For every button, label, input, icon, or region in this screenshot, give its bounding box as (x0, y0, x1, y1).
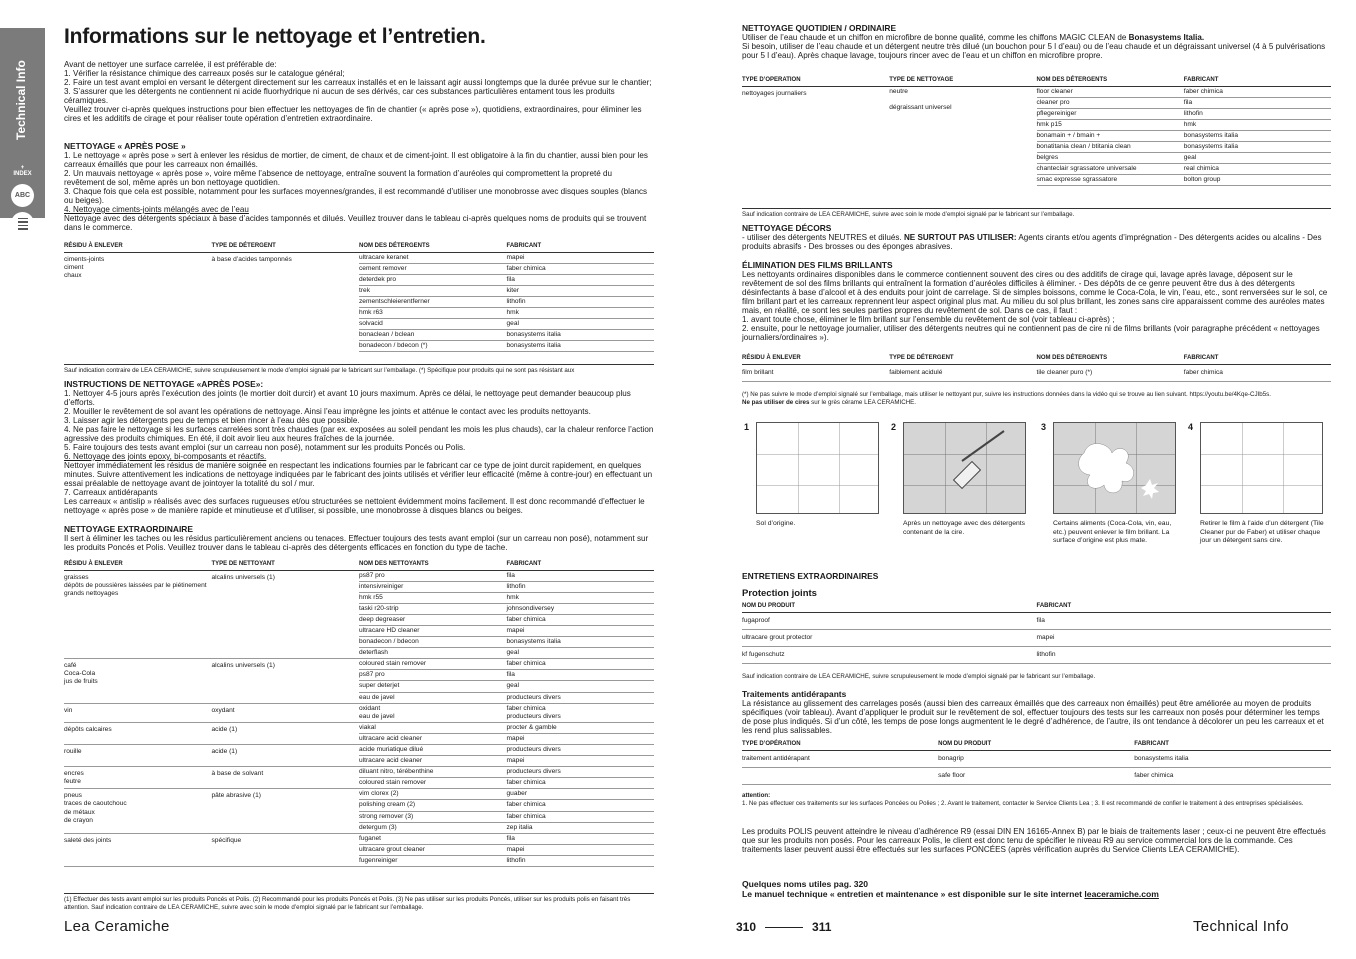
attention-note: attention: 1. Ne pas effectuer ces traitements sur les surfaces Poncées ou Polies ; 2. Avant le traitement, contacter le Service Clients Lea ; 3. Il est recommandé de confier le traitement à des entreprises spécialisées. (742, 792, 1304, 807)
table-row: taski r20-strip johnsondiversey (64, 603, 654, 614)
table-row: graisses dépôts de poussières laissées par le piétinement grands nettoyages alcalins universels (1) ps87 pro fila (64, 570, 654, 581)
extraordinaire-table: RÉSIDU À ENLEVER TYPE DE NETTOYANT NOM DES NETTOYANTS FABRICANT graisses dépôts de poussières laissées par le piétinement grands nettoyages alcalins universels (1) ps87 pro fila intensivreiniger lithofin hmk r55 hmk taski r20-strip johnsondiversey deep degreaser faber chimica ultracare HD cleaner mapei bonadecon / bdecon bonasystems italia deterflash geal café Coca-Cola jus de fruits alcalins universels (1) coloured stain remover faber chimica ps87 pro fila super deterjet geal eau de javel producteurs divers vin oxydant oxidant eau de javel faber chimica producteurs divers dépôts calcaires acide (1) viakal procter & gamble ultracare acid cleaner mapei rouille acide (1) acide muriatique dilué producteurs divers ultracare acid cleaner mapei encres feutre à base de solvant diluant nitro, térébenthine producteurs divers coloured stain remover faber chimica pneus traces de caoutchouc de métaux de crayon pâte abrasive (1) vim clorex (2) guaber polishing cream (2) faber chimica strong remover (3) faber chimica detergum (3) zep italia saleté des joints spécifique fuganet fila ultracare grout cleaner mapei fugenreiniger lithofin (64, 556, 654, 867)
table-row: vin oxydant oxidant eau de javel faber chimica producteurs divers (64, 703, 654, 722)
table-row: saleté des joints spécifique fuganet fila (64, 833, 654, 844)
table1-note: Sauf indication contraire de LEA CERAMICHE, suivre scrupuleusement le mode d’emploi signalé par le fabricant sur l’emballage. (*) Spécifique pour produits qui ne sont pas résistant aux (64, 364, 654, 375)
protection-joints-table: NOM DU PRODUIT FABRICANT fugaproof fila ultracare grout protector mapei kf fugenschutz lithofin (742, 598, 1331, 664)
table-row: eau de javel producteurs divers (64, 692, 654, 703)
website-link[interactable]: leaceramiche.com (1084, 889, 1159, 899)
table2-note: (1) Effectuer des tests avant emploi sur les produits Poncés et Polis. (2) Recommandé pour les produits Poncés et Polis. (3) Ne pas utiliser sur les produits Poncés, utiliser sur les produits polis en faisant très attention. Sauf indication contraire de LEA CERAMICHE, suivre avec soin le mode d’emploi signalé par le fabricant sur l’emballage. (64, 893, 654, 912)
quotidien-section: NETTOYAGE QUOTIDIEN / ORDINAIRE Utiliser de l’eau chaude et un chiffon en microfibre de bonne qualité, comme les chiffons MAGIC CLEAN de Bonasystems Italia. Si besoin, utiliser de l’eau chaude et un détergent neutre très dilué (un bouchon pour 5 l d’eau) ou de l’eau chaude et un dégraissant universel (4 à 5 pulvérisations pour 5 l d’eau). Après chaque lavage, toujours rincer avec de l’eau et un chiffon en microfibre propre. (742, 23, 1326, 60)
table-row: bonadecon / bdecon bonasystems italia (64, 637, 654, 648)
table-row: polishing cream (2) faber chimica (64, 800, 654, 811)
decors-section: NETTOYAGE DÉCORS - utiliser des détergents NEUTRES et dilués. NE SURTOUT PAS UTILISER: Agents cirants et/ou agents d’imprégnation - Des détergents acides ou alcalins - Des produits abrasifs - Des brosses ou des éponges abrasives. (742, 223, 1322, 251)
films-table: RÉSIDU À ENLEVER TYPE DE DÉTERGENT NOM DES DÉTERGENTS FABRICANT film brillant faiblement acidulé tile cleaner puro (*) faber chimica (742, 350, 1331, 382)
table-row: dépôts calcaires acide (1) viakal procter & gamble (64, 722, 654, 733)
table-row: pneus traces de caoutchouc de métaux de crayon pâte abrasive (1) vim clorex (2) guaber (64, 789, 654, 800)
table-row: coloured stain remover faber chimica (64, 778, 654, 789)
page-numbers (736, 920, 831, 934)
index-label[interactable]: + INDEX (13, 165, 32, 177)
table4-note: (*) Ne pas suivre le mode d’emploi signalé sur l’emballage, mais utiliser le nettoyant pur, suivre les instructions données dans la vidéo qui se trouve au lien suivant. https://youtu.be/4Kqe-CJIb5s. Ne pas utiliser de cires sur le grès cérame LEA CERAMICHE. (742, 391, 1271, 406)
abc-index-button[interactable]: ABC (11, 184, 34, 207)
films-section: ÉLIMINATION DES FILMS BRILLANTS Les nettoyants ordinaires disponibles dans le commerce contiennent souvent des cires ou des additifs de cirage qui, lavage après lavage, déposent sur le revêtement de sol des films brillants qui entraînent la formation d’auréoles difficiles à éliminer. - Des dépôts de ce genre peuvent être dus à des détergents désinfectants à base d’alcool et à des enduits pour joint de carrelage. Si de simples boissons, comme le Coca-Cola, le vin, l’eau, etc., sont renversées sur le sol, ce film brillant part et les carreaux reprennent leur aspect original plus mat. Au milieu du sol plus brillant, les zones sans cire apparaissent comme des auréoles mates mais, en réalité, ce sont les seules parties propres du revêtement de sol. Dans ce cas, il faut : 1. avant toute chose, éliminer le film brillant sur l’ensemble du revêtement de sol (voir tableau ci-après) ; 2. ensuite, pour le nettoyage journalier, utiliser des détergents neutres qui ne contiennent pas de cire ni de films brillants (voir paragraphe précédent « nettoyages journaliers/ordinaires »). (742, 260, 1328, 342)
instructions-section: INSTRUCTIONS DE NETTOYAGE «APRÈS POSE»: 1. Nettoyer 4-5 jours après l’exécution des joints (le mortier doit durcir) et avant 10 jours maximum. Après ce délai, le nettoyage peut demander beaucoup plus d’efforts. 2. Mouiller le revêtement de sol avant les opérations de nettoyage. Ainsi l’eau imprègne les joints et atténue le contact avec les produits nettoyants. 3. Laisser agir les détergents peu de temps et bien rincer à l’eau dès que possible. 4. Ne pas faire le nettoyage si les surfaces carrelées sont très chaudes (par ex. exposées au soleil pendant les mois les plus chauds), car la chaleur renforce l’action agressive des produits chimiques. En été, il doit avoir lieu aux heures fraîches de la journée. 5. Faire toujours des tests avant emploi (sur un carreau non posé), notamment sur les produits Poncés ou Polis. 6. Nettoyage des joints epoxy, bi-composants et réactifs. Nettoyer immédiatement les résidus de manière soignée en respectant les indications fournies par le fabricant car ce type de joint durcit rapidement, en quelques minutes. Suivre attentivement les indications de nettoyage indiquées par le fabricant des joints utilisés et vérifier leur efficacité (même à contre-jour) en effectuant un essai préalable de nettoyage avant de jointoyer la totalité du sol / mur. 7. Carreaux antidérapants Les carreaux « antislip » réalisés avec des surfaces rugueuses et/ou structurées se nettoient évidemment moins facilement. Il est donc recommandé d’effectuer le nettoyage « après pose » de manière rapide et minutieuse et d’utiliser, si possible, une monobrosse à disques blancs ou beiges. (64, 379, 654, 515)
table-row: super deterjet geal (64, 681, 654, 692)
footer-brand: Lea Ceramiche (64, 918, 170, 935)
useful-links: Quelques noms utiles pag. 320 Le manuel technique « entretien et maintenance » est disponible sur le site internet leaceramiche.com (742, 879, 1159, 899)
table-row: encres feutre à base de solvant diluant nitro, térébenthine producteurs divers (64, 767, 654, 778)
side-tab-title: Technical Info (14, 60, 28, 140)
table-row: ultracare acid cleaner mapei (64, 756, 654, 767)
protection-note: Sauf indication contraire de LEA CERAMICHE, suivre scrupuleusement le mode d’emploi signalé par le fabricant sur l’emballage. (742, 673, 1096, 680)
side-tab (0, 28, 45, 218)
table-row: ultracare HD cleaner mapei (64, 625, 654, 636)
table-row: fugenreiniger lithofin (64, 855, 654, 866)
quotidien-table: TYPE D’OPERATION TYPE DE NETTOYAGE NOM DES DÉTERGENTS FABRICANT nettoyages journaliers neutre dégraissant universel floor cleaner faber chimica cleaner pro fila pflegereiniger lithofin hmk p15 hmk bonamain + / bmain + bonasystems italia bonatitania clean / btitania clean bonasystems italia belgres geal chanteclair sgrassatore universale real chimica smac expresse sgrassatore bolton group (742, 72, 1331, 186)
intro-text: Avant de nettoyer une surface carrelée, il est préférable de: 1. Vérifier la résistance chimique des carreaux posés sur le catalogue général; 2. Faire un test avant emploi en versant le détergent directement sur les carreaux installés et en le laissant agir aussi longtemps que la durée prévue sur le chantier; 3. S’assurer que les détergents ne contiennent ni acide fluorhydrique ni aucun de ses dérivés, car ces substances particulières entament tous les produits céramiques. Veuillez trouver ci-après quelques instructions pour bien effectuer les nettoyages de fin de chantier (« après pose »), quotidiens, extraordinaires, pour éliminer les cires et les additifs de cirage et pour réaliser toute opération d’entretien extraordinaire. (64, 60, 652, 123)
apres-pose-section: NETTOYAGE « APRÈS POSE » 1. Le nettoyage « après pose » sert à enlever les résidus de mortier, de ciment, de chaux et de ciment-joint. Il est obligatoire à la fin du chantier, aussi bien pour les carreaux émaillés que pour les carreaux non émaillés. 2. Un mauvais nettoyage « après pose », voire même l’absence de nettoyage, entraîne souvent la formation d’auréoles qui compromettent la propreté du revêtement de sol, même après un bon nettoyage quotidien. 3. Chaque fois que cela est possible, notamment pour les surfaces moyennes/grandes, il est recommandé d’utiliser une monobrosse avec disques souples (blancs ou beiges). 4. Nettoyage ciments-joints mélangés avec de l’eau Nettoyage avec des détergents spéciaux à base d’acides tamponnés et dilués. Veuillez trouver dans le tableau ci-après quelques noms de produits qui se trouvent dans le commerce. (64, 141, 648, 232)
mop-icon (904, 423, 1027, 515)
page-title: Informations sur le nettoyage et l’entretien. (64, 25, 486, 48)
spill-icon (1054, 423, 1177, 515)
menu-icon[interactable] (11, 212, 34, 235)
page-number-left: 310 (736, 920, 757, 934)
table-row: detergum (3) zep italia (64, 822, 654, 833)
waxed-tile-image (903, 422, 1026, 514)
table-row: rouille acide (1) acide muriatique dilué producteurs divers (64, 745, 654, 756)
tile-grid-image (756, 422, 879, 514)
table-row: ultracare grout cleaner mapei (64, 844, 654, 855)
extraordinaire-section: NETTOYAGE EXTRAORDINAIRE Il sert à éliminer les taches ou les résidus particulièrement anciens ou tenaces. Effectuer toujours des tests avant emploi (sur un carreau non posé), notamment sur les produits Poncés et Polis. Veuillez trouver dans le tableau ci-après des détergents efficaces en fonction du type de tache. (64, 524, 649, 552)
table-row: deterflash geal (64, 648, 654, 659)
entretiens-section: ENTRETIENS EXTRAORDINAIRES Protection joints (742, 571, 879, 599)
footer-section-title: Technical Info (1193, 918, 1289, 935)
page-number-right: 311 (812, 920, 832, 934)
table-row: café Coca-Cola jus de fruits alcalins universels (1) coloured stain remover faber chimica (64, 659, 654, 670)
table-row: ps87 pro fila (64, 670, 654, 681)
polis-paragraph: Les produits POLIS peuvent atteindre le niveau d’adhérence R9 (essai DIN EN 16165-Annex B) par le biais de traitements laser ; ceux-ci ne peuvent être effectués que sur les produits non posés. Pour les carreaux Polis, le client est donc tenu de spécifier le niveau R9 au service commercial lors de la commande. Ces traitements laser peuvent aussi être effectués sur les surfaces PONCÉES (après vérification auprès du Service Clients LEA CERAMICHE). (742, 827, 1326, 854)
figures: 1 Sol d’origine. 2 Après un nettoyage avec des détergents contenant de la cire. 3 Certains aliments (Coca-Cola, vin, eau, etc.) peuvent enlever le film brillant. La surface d’origine est plus mate. 4 Retirer le film à l’aide d’un détergent (Tile Cleaner pur de Faber) et utiliser chaque jour un détergent sans cire. (744, 422, 1324, 544)
clean-tile-image (1200, 422, 1323, 514)
table-row: hmk r55 hmk (64, 592, 654, 603)
table-row: deep degreaser faber chimica (64, 614, 654, 625)
apres-pose-table: RÉSIDU À ENLEVER TYPE DE DÉTERGENT NOM DES DÉTERGENTS FABRICANT ciments-joints ciment chaux à base d’acides tamponnés ultracare keranet mapei cement remover faber chimica deterdek pro fila trek kiter zementschleierentferner lithofin hmk r63 hmk solvacid geal bonaclean / bclean bonasystems italia bonadecon / bdecon (*) bonasystems italia (64, 238, 654, 352)
table3-note: Sauf indication contraire de LEA CERAMICHE, suivre avec soin le mode d’emploi signalé par le fabricant sur l’emballage. (742, 208, 1331, 219)
table-row: strong remover (3) faber chimica (64, 811, 654, 822)
antiderapants-table: TYPE D’OPÉRATION NOM DU PRODUIT FABRICANT traitement antidérapant bonagrip bonasystems italia safe floor faber chimica (742, 736, 1331, 785)
table-row: ultracare acid cleaner mapei (64, 733, 654, 744)
antiderapants-section: Traitements antidérapants La résistance au glissement des carrelages posés (aussi bien des carreaux émaillés que des carreaux non émaillés) peut être améliorée au moyen de produits spécifiques (voir tableau). Avant d’appliquer le produit sur le revêtement de sol, effectuer toujours des tests sur les carreaux non posés pour déterminer les temps de pose plus indiqués. Si d’un côté, les temps de pose longs augmentent le le degré d’adhérence, de l’autre, ils ont tendance à décolorer un peu les carreaux et et les rend plus salissables. (742, 689, 1324, 735)
spill-tile-image (1053, 422, 1176, 514)
table-row: intensivreiniger lithofin (64, 581, 654, 592)
